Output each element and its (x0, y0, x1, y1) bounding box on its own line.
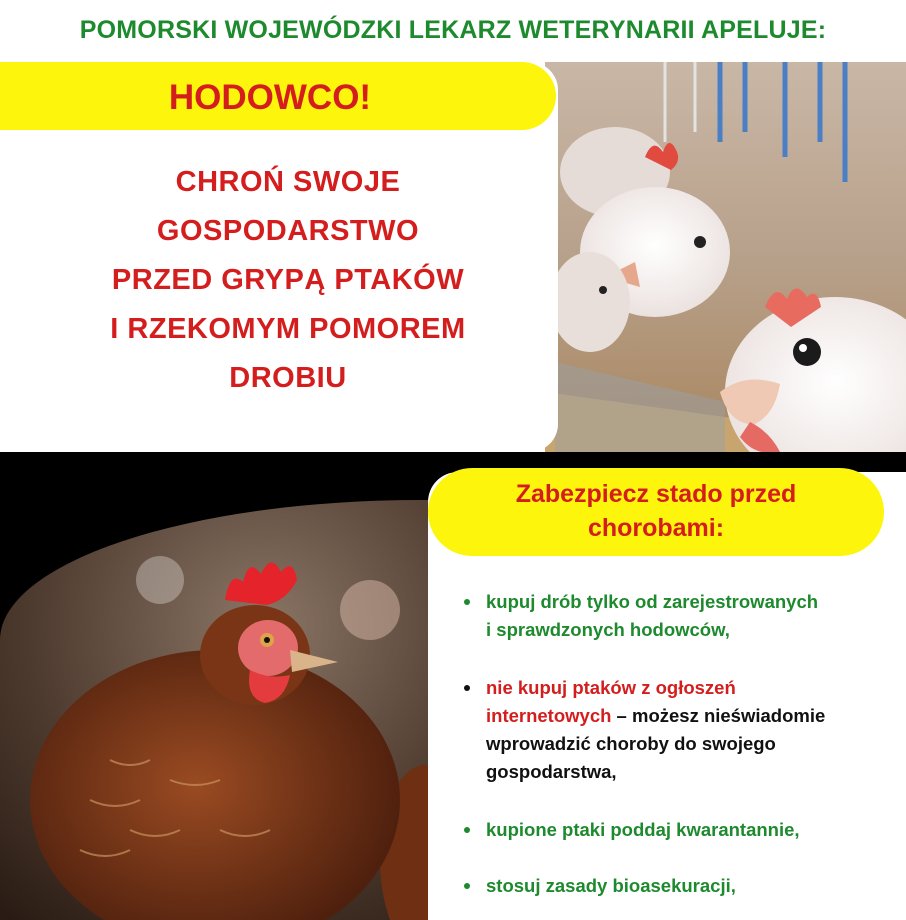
list-item-text: i sprawdzonych hodowców, (486, 619, 730, 640)
list-item (462, 872, 906, 900)
advice-heading-line: chorobami: (587, 514, 725, 542)
bullet-icon (464, 685, 470, 691)
bullet-icon (464, 883, 470, 889)
main-heading-line: PRZED GRYPĄ PTAKÓW (111, 264, 465, 296)
list-item-text: gospodarstwa, (486, 761, 617, 782)
list-item-text-highlight: nie kupuj ptaków z ogłoszeń (486, 677, 736, 698)
list-item (462, 674, 906, 786)
header-title: POMORSKI WOJEWÓDZKI LEKARZ WETERYNARII APELUJE: (79, 16, 827, 44)
list-item-text: wprowadzić choroby do swojego (486, 733, 776, 754)
list-item-text-highlight: internetowych (486, 705, 612, 726)
list-item-text: stosuj zasady bioasekuracji, (486, 875, 736, 896)
bullet-icon (464, 599, 470, 605)
list-item-text: – możesz nieświadomie (611, 705, 826, 726)
list-item-text: kupuj drób tylko od zarejestrowanych (486, 591, 819, 612)
broiler-chickens-photo (545, 62, 906, 462)
main-heading-line: I RZEKOMYM POMOREM (110, 313, 466, 345)
header-band (0, 0, 906, 62)
list-item (462, 816, 906, 844)
callout-text: HODOWCO! (168, 78, 372, 117)
bullet-icon (464, 827, 470, 833)
main-heading (30, 158, 546, 403)
main-heading-line: GOSPODARSTWO (156, 215, 420, 247)
advice-heading (428, 477, 884, 545)
list-item-text: kupione ptaki poddaj kwarantannie, (486, 819, 800, 840)
list-item (462, 588, 906, 644)
advice-heading-line: Zabezpiecz stado przed (515, 480, 797, 508)
main-heading-line: CHROŃ SWOJE (175, 166, 401, 198)
main-heading-line: DROBIU (229, 362, 347, 394)
